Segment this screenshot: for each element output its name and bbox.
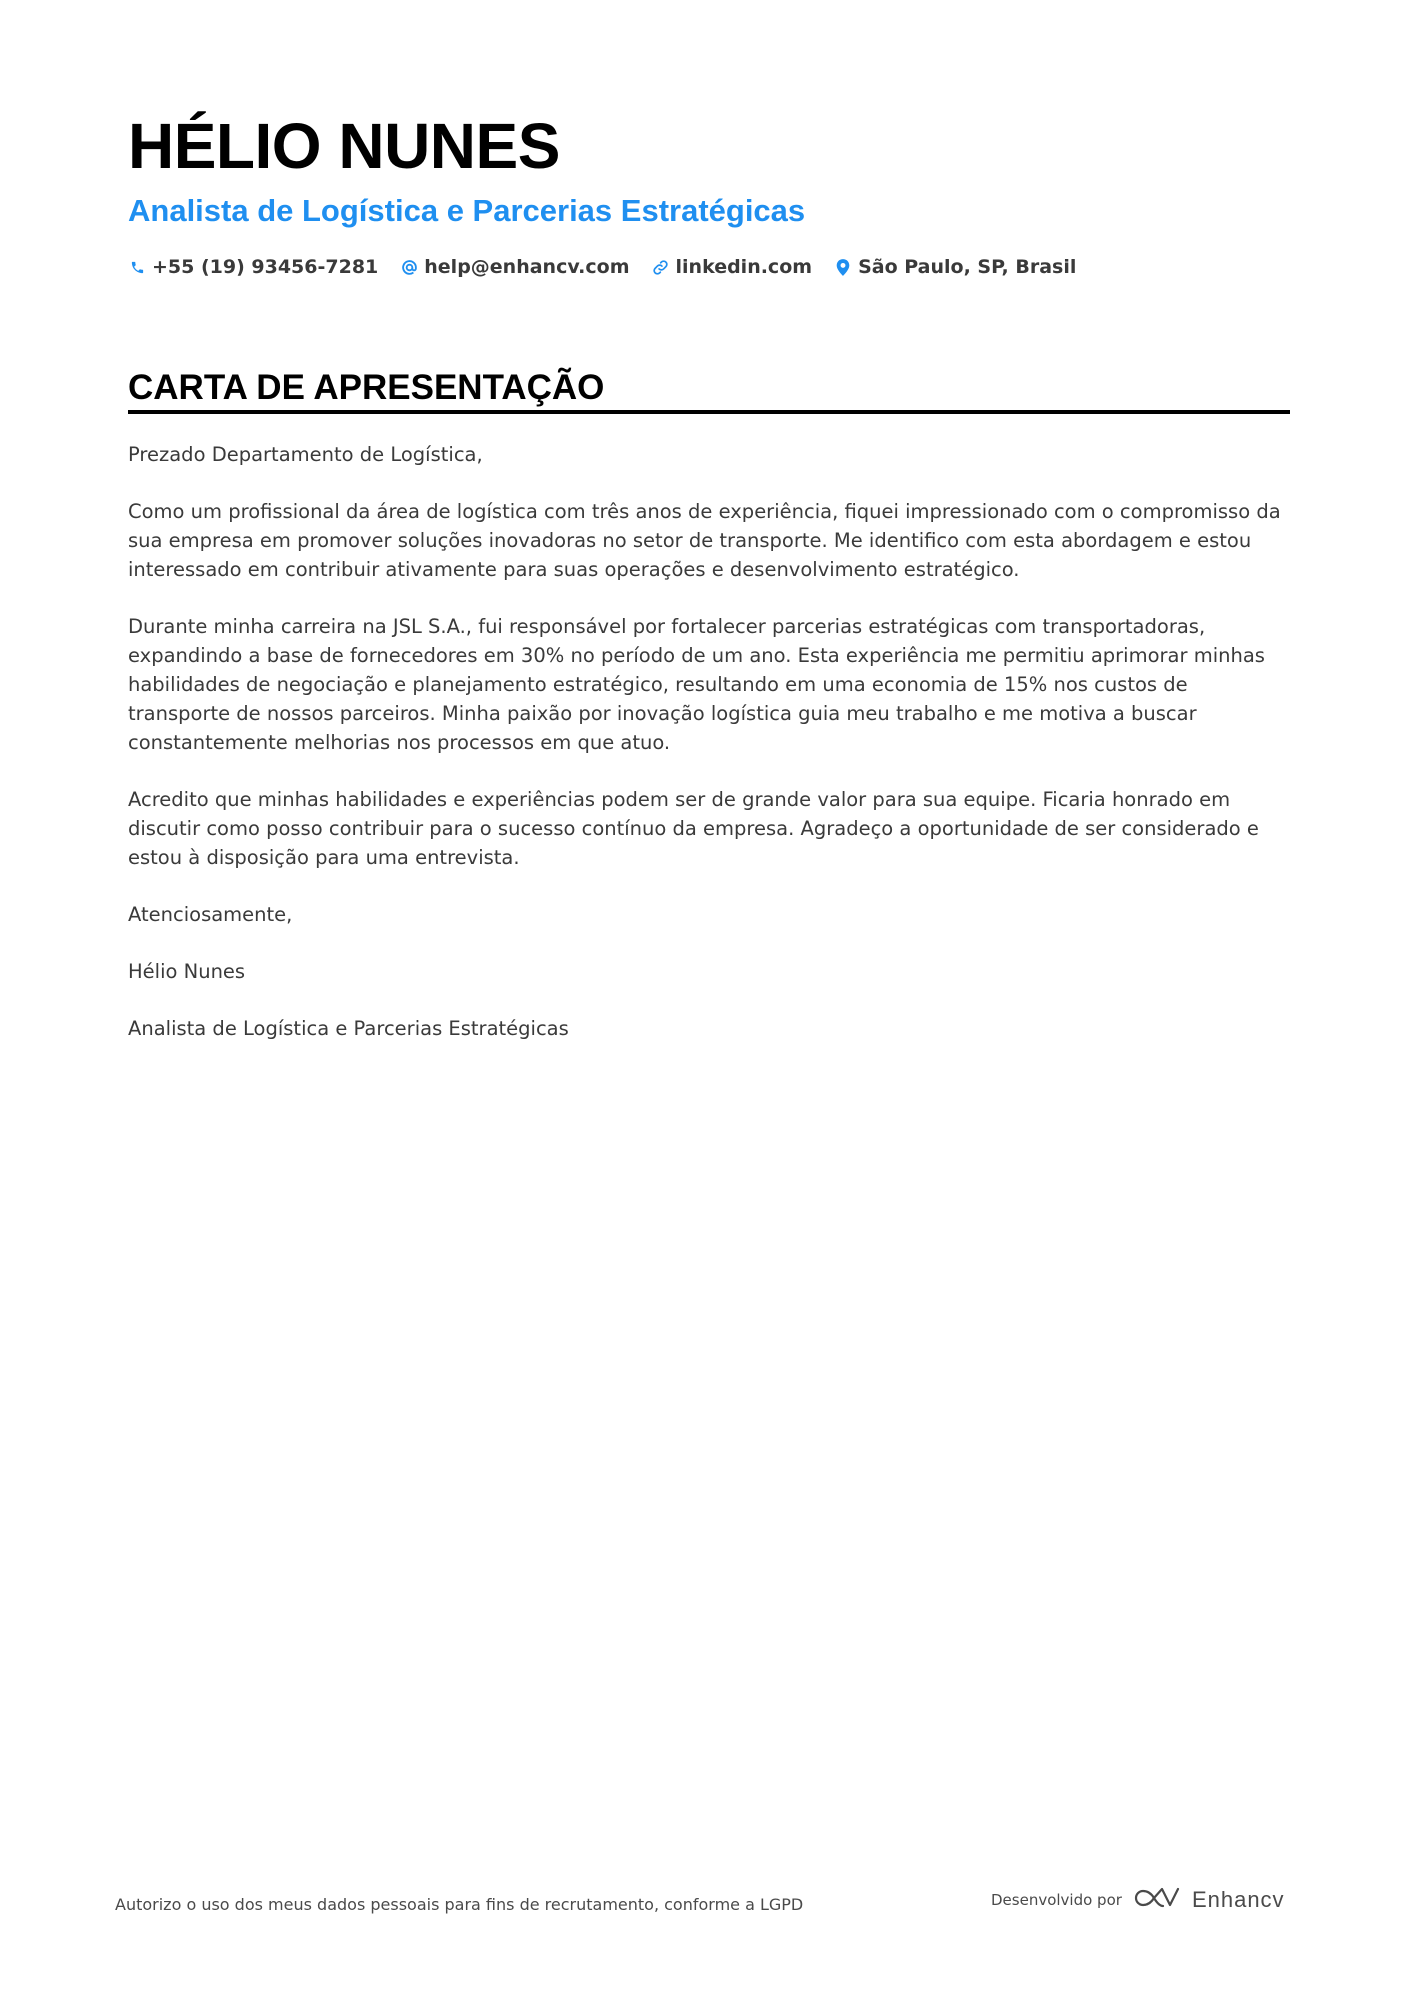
signature-title: Analista de Logística e Parcerias Estratégicas — [128, 1017, 569, 1040]
section-divider — [128, 410, 1290, 414]
powered-by-label: Desenvolvido por — [991, 1891, 1122, 1909]
link-icon — [652, 258, 670, 276]
at-icon — [400, 258, 418, 276]
contact-phone[interactable] — [128, 252, 378, 282]
enhancv-logo-icon — [1134, 1886, 1180, 1914]
contact-bar — [128, 252, 1098, 282]
contact-location-text: São Paulo, SP, Brasil — [858, 256, 1077, 278]
footer-brand[interactable] — [991, 1886, 1285, 1914]
contact-linkedin-text: linkedin.com — [675, 256, 813, 278]
letter-body — [128, 440, 1290, 1071]
signature-name: Hélio Nunes — [128, 960, 246, 983]
letter-paragraph: Durante minha carreira na JSL S.A., fui responsável por fortalecer parcerias estratégicas com transportadoras, expandindo a base de fornecedores em 30% no período de um ano. Esta experiência me permitiu aprimorar minhas habilidades de negociação e planejamento estratégico, resultando em uma economia de 15% nos custos de transporte de nossos parceiros. Minha paixão por inovação logística guia meu trabalho e me motiva a buscar constantemente melhorias nos processos em que atuo. — [128, 615, 1265, 754]
candidate-name: HÉLIO NUNES — [128, 110, 560, 182]
contact-linkedin[interactable] — [652, 252, 813, 282]
brand-wordmark: Enhancv — [1191, 1887, 1285, 1912]
letter-greeting: Prezado Departamento de Logística, — [128, 443, 483, 466]
phone-icon — [128, 258, 146, 276]
candidate-role: Analista de Logística e Parcerias Estratégicas — [128, 193, 806, 228]
contact-location — [834, 252, 1076, 282]
contact-phone-text: +55 (19) 93456-7281 — [152, 256, 379, 278]
letter-paragraph: Acredito que minhas habilidades e experiências podem ser de grande valor para sua equipe. Ficaria honrado em discutir como posso contribuir para o sucesso contínuo da empresa. Agradeço a oportunidade de ser considerado e estou à disposição para uma entrevista. — [128, 788, 1259, 869]
map-pin-icon — [834, 258, 852, 276]
letter-closing: Atenciosamente, — [128, 903, 293, 926]
section-title: CARTA DE APRESENTAÇÃO — [128, 368, 605, 407]
contact-email-text: help@enhancv.com — [424, 256, 630, 278]
footer-consent: Autorizo o uso dos meus dados pessoais para fins de recrutamento, conforme a LGPD — [115, 1895, 804, 1914]
letter-paragraph: Como um profissional da área de logística com três anos de experiência, fiquei impressionado com o compromisso da sua empresa em promover soluções inovadoras no setor de transporte. Me identifico com esta abordagem e estou interessado em contribuir ativamente para suas operações e desenvolvimento estratégico. — [128, 500, 1281, 581]
contact-email[interactable] — [400, 252, 629, 282]
